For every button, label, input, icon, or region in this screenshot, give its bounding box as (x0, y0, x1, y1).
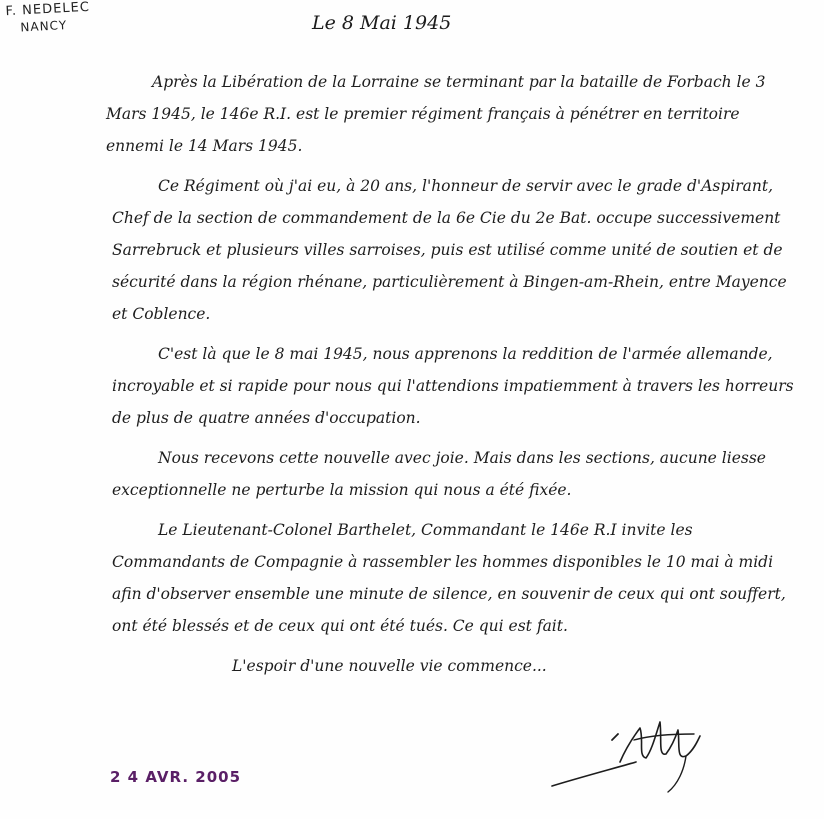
letter-body (106, 66, 802, 690)
paragraph-liberation: Après la Libération de la Lorraine se terminant par la bataille de Forbach le 3 Mars 1945, le 146e R.I. est le premier régiment français à pénétrer en territoire ennemi le 14 Mars 1945. (106, 73, 766, 155)
paragraph-silence: Le Lieutenant-Colonel Barthelet, Commandant le 146e R.I invite les Commandants de Compagnie à rassembler les hommes disponibles le 10 mai à midi afin d'observer ensemble une minute de silence, en souvenir de ceux qui ont souffert, ont été blessés et de ceux qui ont été tués. Ce qui est fait. (112, 521, 786, 635)
paragraph-surrender: C'est là que le 8 mai 1945, nous apprenons la reddition de l'armée allemande, incroyable et si rapide pour nous qui l'attendions impatiemment à travers les horreurs de plus de quatre années d'occupation. (112, 345, 794, 427)
sender-name: F. NEDELEC (5, 0, 91, 20)
date-stamp: 2 4 AVR. 2005 (110, 768, 242, 786)
paragraph-closing: L'espoir d'une nouvelle vie commence... (232, 657, 547, 675)
sender-block (5, 0, 91, 36)
paragraph-reaction: Nous recevons cette nouvelle avec joie. Mais dans les sections, aucune liesse exceptionnelle ne perturbe la mission qui nous a été fixée. (112, 449, 766, 499)
handwritten-signature (548, 700, 728, 800)
paragraph-regiment: Ce Régiment où j'ai eu, à 20 ans, l'honneur de servir avec le grade d'Aspirant, Chef de la section de commandement de la 6e Cie du 2e Bat. occupe successivement Sarrebruck et plusieurs villes sarroises, puis est utilisé comme unité de soutien et de sécurité dans la région rhénane, particulièrement à Bingen-am-Rhein, entre Mayence et Coblence. (112, 177, 787, 323)
letter-date: Le 8 Mai 1945 (312, 12, 452, 34)
sender-city: NANCY (20, 18, 68, 35)
